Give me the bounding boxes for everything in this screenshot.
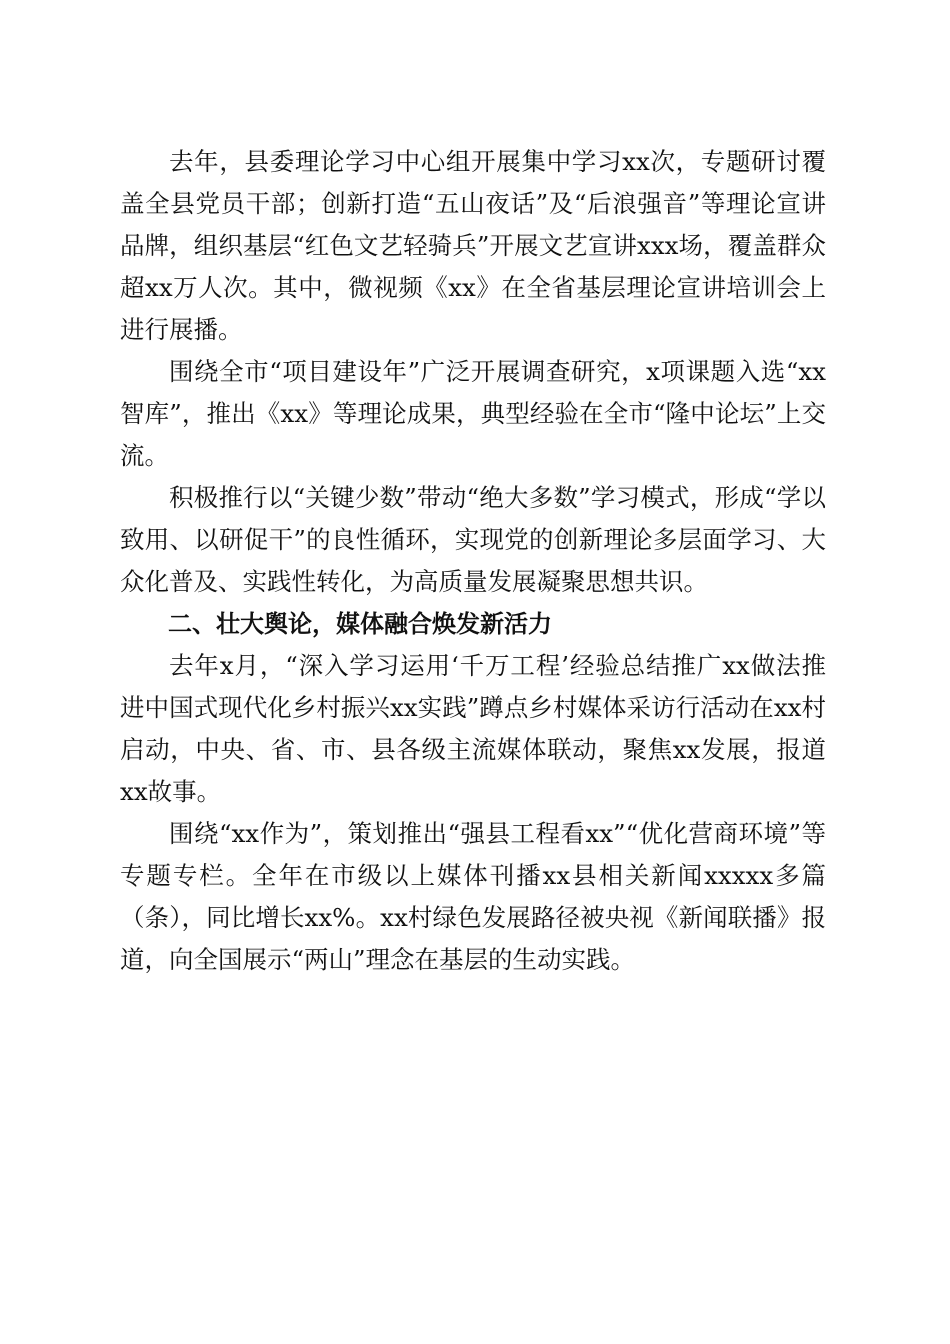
document-body (120, 141, 826, 981)
paragraph-media-coverage: 围绕“xx作为”，策划推出“强县工程看xx”“优化营商环境”等专题专栏。全年在市级以上媒体刊播xx县相关新闻xxxxx多篇（条），同比增长xx%。xx村绿色发展路径被央视《新闻联播》报道，向全国展示“两山”理念在基层的生动实践。 (120, 819, 826, 974)
paragraph-media-interview: 去年x月，“深入学习运用‘千万工程’经验总结推广xx做法推进中国式现代化乡村振兴xx实践”蹲点乡村媒体采访行活动在xx村启动，中央、省、市、县各级主流媒体联动，聚焦xx发展，报道xx故事。 (120, 651, 826, 806)
paragraph-research: 围绕全市“项目建设年”广泛开展调查研究，x项课题入选“xx智库”，推出《xx》等理论成果，典型经验在全市“隆中论坛”上交流。 (120, 357, 826, 470)
section-heading: 二、壮大舆论，媒体融合焕发新活力 (168, 610, 552, 638)
paragraph-learning-model: 积极推行以“关键少数”带动“绝大多数”学习模式，形成“学以致用、以研促干”的良性循环，实现党的创新理论多层面学习、大众化普及、实践性转化，为高质量发展凝聚思想共识。 (120, 483, 826, 596)
paragraph-study-activities: 去年，县委理论学习中心组开展集中学习xx次，专题研讨覆盖全县党员干部；创新打造“五山夜话”及“后浪强音”等理论宣讲品牌，组织基层“红色文艺轻骑兵”开展文艺宣讲xxx场，覆盖群众超xx万人次。其中，微视频《xx》在全省基层理论宣讲培训会上进行展播。 (120, 147, 826, 344)
